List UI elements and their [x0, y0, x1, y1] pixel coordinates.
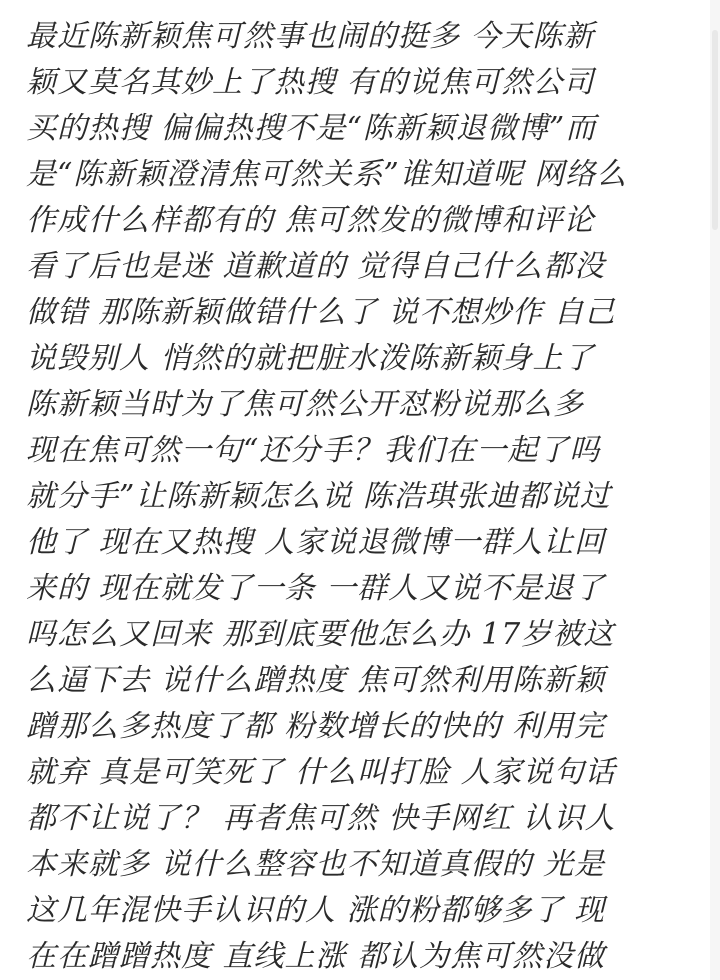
text-line: 是“陈新颖澄清焦可然关系”谁知道呢 网络么: [26, 157, 628, 192]
text-line: 在在蹭蹭热度 直线上涨 都认为焦可然没做: [26, 939, 606, 974]
text-line: 看了后也是迷 道歉道的 觉得自己什么都没: [26, 249, 606, 284]
text-line: 陈新颖当时为了焦可然公开怼粉说那么多: [26, 387, 584, 422]
text-line: 说毁别人 悄然的就把脏水泼陈新颖身上了: [26, 341, 595, 376]
text-line: 这几年混快手认识的人 涨的粉都够多了 现: [26, 893, 606, 928]
text-line: 吗怎么又回来 那到底要他怎么办 17岁被这: [26, 617, 615, 652]
text-line: 作成什么样都有的 焦可然发的微博和评论: [26, 203, 595, 238]
text-line: 现在焦可然一句“还分手？我们在一起了吗: [26, 433, 601, 468]
text-line: 最近陈新颖焦可然事也闹的挺多 今天陈新: [26, 19, 595, 54]
text-line: 本来就多 说什么整容也不知道真假的 光是: [26, 847, 606, 882]
text-line: 做错 那陈新颖做错什么了 说不想炒作 自己: [26, 295, 616, 330]
text-line: 蹭那么多热度了都 粉数增长的快的 利用完: [26, 709, 606, 744]
scrollbar-thumb[interactable]: [712, 30, 718, 230]
text-line: 颖又莫名其妙上了热搜 有的说焦可然公司: [26, 65, 595, 100]
text-line: 么逼下去 说什么蹭热度 焦可然利用陈新颖: [26, 663, 606, 698]
text-line: 就弃 真是可笑死了 什么叫打脸 人家说句话: [26, 755, 616, 790]
text-line: 都不让说了？ 再者焦可然 快手网红 认识人: [26, 801, 616, 836]
text-line: 就分手”让陈新颖怎么说 陈浩琪张迪都说过: [26, 479, 611, 514]
text-line: 买的热搜 偏偏热搜不是“陈新颖退微博”而: [26, 111, 597, 146]
handwritten-text-body: [26, 14, 706, 980]
text-line: 他了 现在又热搜 人家说退微博一群人让回: [26, 525, 606, 560]
vertical-scrollbar[interactable]: [710, 0, 720, 980]
text-line: 来的 现在就发了一条 一群人又说不是退了: [26, 571, 606, 606]
